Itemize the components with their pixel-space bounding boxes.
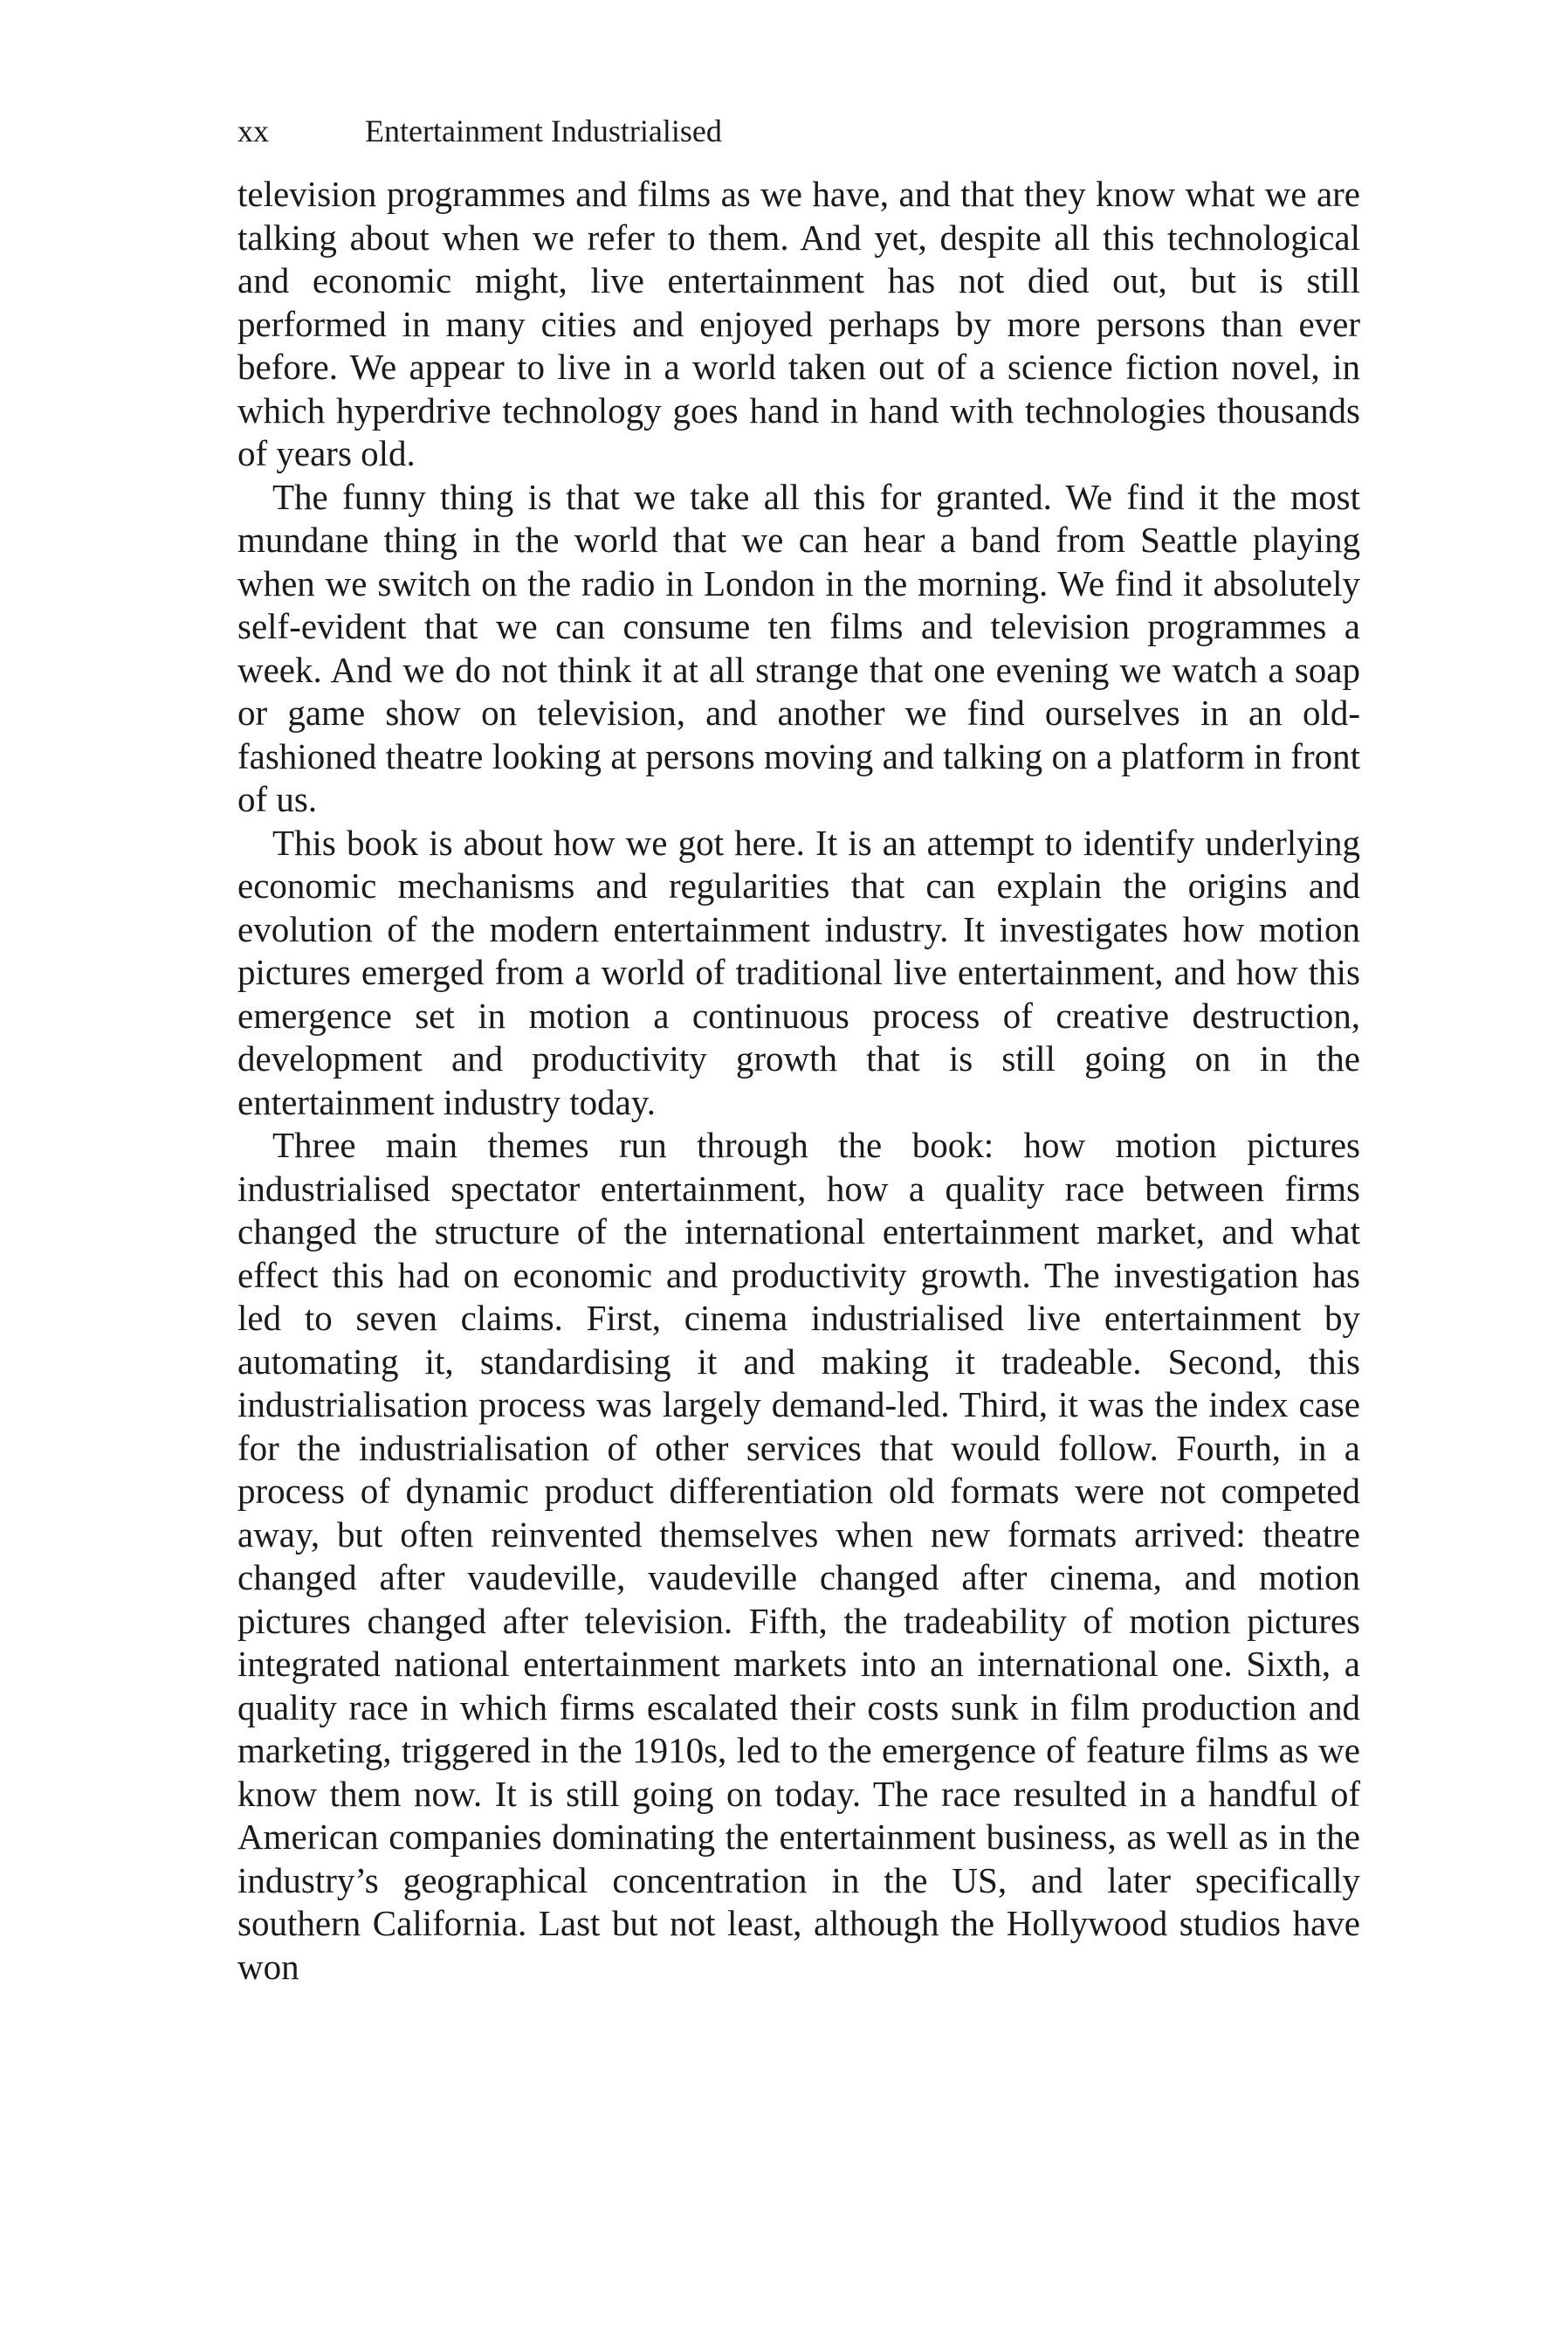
- paragraph: This book is about how we got here. It is an attempt to identify underlying economic mechanisms and regularities that can explain the origins and evolution of the modern entertainment industry. It investigates how motion pictures emerged from a world of traditional live entertainment, and how this emergence set in motion a continuous process of creative destruction, development and productivity growth that is still going on in the entertainment industry today.: [237, 822, 1360, 1122]
- book-page: [237, 112, 1360, 1989]
- running-head: [237, 112, 1360, 150]
- paragraph-continued: television programmes and films as we have, and that they know what we are talking about when we refer to them. And yet, despite all this technological and economic might, live entertainment has not died out, but is still performed in many cities and enjoyed perhaps by more persons than ever before. We appear to live in a world taken out of a science fiction novel, in which hyperdrive technology goes hand in hand with technologies thousands of years old.: [237, 174, 1360, 473]
- body-text: [237, 173, 1360, 1989]
- running-head-title: Entertainment Industrialised: [365, 114, 722, 148]
- page-number: xx: [237, 114, 269, 148]
- paragraph: The funny thing is that we take all this for granted. We find it the most mundane thing in the world that we can hear a band from Seattle playing when we switch on the radio in London in the morning. We find it absolutely self-evident that we can consume ten films and television programmes a week. And we do not think it at all strange that one evening we watch a soap or game show on television, and another we find ourselves in an old-fashioned theatre looking at persons moving and talking on a platform in front of us.: [237, 476, 1360, 819]
- paragraph: Three main themes run through the book: how motion pictures industrialised spectator entertainment, how a quality race between firms changed the structure of the international entertainment market, and what effect this had on economic and productivity growth. The investigation has led to seven claims. First, cinema industrialised live entertainment by automating it, standardising it and making it tradeable. Second, this industrialisation process was largely demand-led. Third, it was the index case for the industrialisation of other services that would follow. Fourth, in a process of dynamic product differentiation old formats were not competed away, but often reinvented themselves when new formats arrived: theatre changed after vaudeville, vaudeville changed after cinema, and motion pictures changed after television. Fifth, the tradeability of motion pictures integrated national entertainment markets into an international one. Sixth, a quality race in which firms escalated their costs sunk in film production and marketing, triggered in the 1910s, led to the emergence of feature films as we know them now. It is still going on today. The race resulted in a handful of American companies dominating the entertainment business, as well as in the industry’s geographical concentration in the US, and later specifically southern California. Last but not least, although the Hollywood studios have won: [237, 1125, 1360, 1987]
